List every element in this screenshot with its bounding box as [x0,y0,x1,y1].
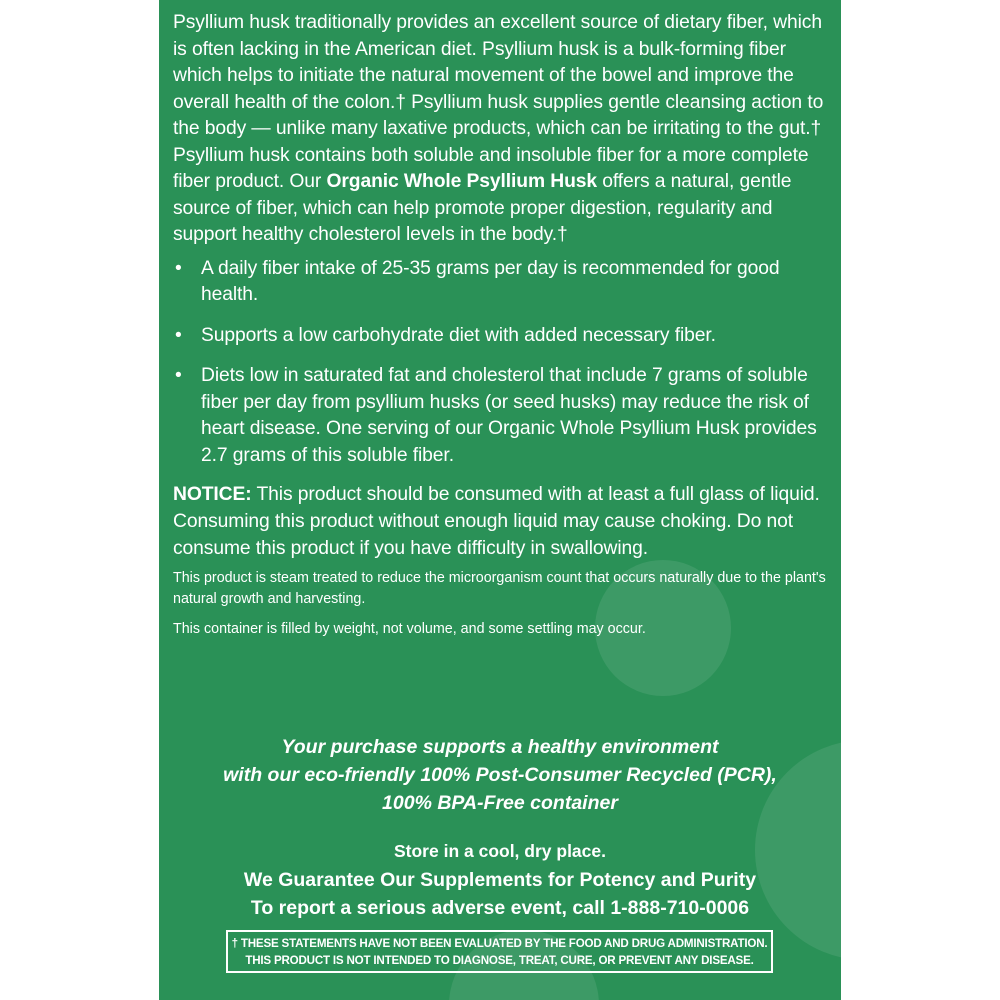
container-note: This container is filled by weight, not volume, and some settling may occur. [173,621,646,637]
bullet-icon: • [175,365,182,386]
eco-line-1: Your purchase supports a healthy environment [281,736,719,758]
fda-disclaimer-box [226,930,773,973]
adverse-event-text: To report a serious adverse event, call 1-888-710-0006 [250,897,750,919]
eco-statement [159,733,841,817]
list-item [173,323,829,350]
intro-text-b: offers a natural, gentle source of fiber, which can help promote proper digestion, regularity and support healthy cholesterol levels in the body.† [173,171,792,245]
list-item [173,363,829,469]
list-item [173,256,829,309]
storage-instruction: Store in a cool, dry place. [393,841,606,861]
label-panel [159,0,841,1000]
list-item-text: Supports a low carbohydrate diet with added necessary fiber. [201,324,716,346]
steam-note: This product is steam treated to reduce the microorganism count that occurs naturally due to the plant's natural growth and harvesting. [173,570,826,607]
notice-text: This product should be consumed with at least a full glass of liquid. Consuming this product without enough liquid may cause choking. Do not consume this product if you have difficulty in swallowing. [173,484,820,559]
intro-paragraph [173,10,829,249]
list-item-text: Diets low in saturated fat and cholesterol that include 7 grams of soluble fiber per day from psyllium husks (or seed husks) may reduce the risk of heart disease. One serving of our Organic Whole Psyllium Husk provides 2.7 grams of this soluble fiber. [201,365,817,466]
guarantee-text: We Guarantee Our Supplements for Potency and Purity [243,869,757,891]
notice-label: NOTICE: [173,484,252,505]
benefits-list [173,256,829,470]
notice-paragraph [173,481,829,562]
label-text [173,10,829,640]
eco-line-3: 100% BPA-Free container [382,792,618,814]
bullet-icon: • [175,257,182,279]
disclaimer-line-2: THIS PRODUCT IS NOT INTENDED TO DIAGNOSE, TREAT, CURE, OR PREVENT ANY DISEASE. [245,954,754,967]
disclaimer-line-1: † THESE STATEMENTS HAVE NOT BEEN EVALUATED BY THE FOOD AND DRUG ADMINISTRATION. [231,937,768,950]
list-item-text: A daily fiber intake of 25-35 grams per day is recommended for good health. [201,257,780,305]
intro-text-a: Psyllium husk traditionally provides an excellent source of dietary fiber, which is often lacking in the American diet. Psyllium husk is a bulk-forming fiber which helps to initiate the natural movement of the bowel and improve the overall health of the colon.† Psyllium husk supplies gentle cleansing action to the body — unlike many laxative products, which can be irritating to the gut.† Psyllium husk contains both soluble and insoluble fiber for a more complete fiber product. Our [173,12,824,192]
bullet-icon: • [175,324,182,346]
product-name: Organic Whole Psyllium Husk [326,171,598,192]
guarantee-block [159,866,841,922]
eco-line-2: with our eco-friendly 100% Post-Consumer Recycled (PCR), [223,764,777,786]
